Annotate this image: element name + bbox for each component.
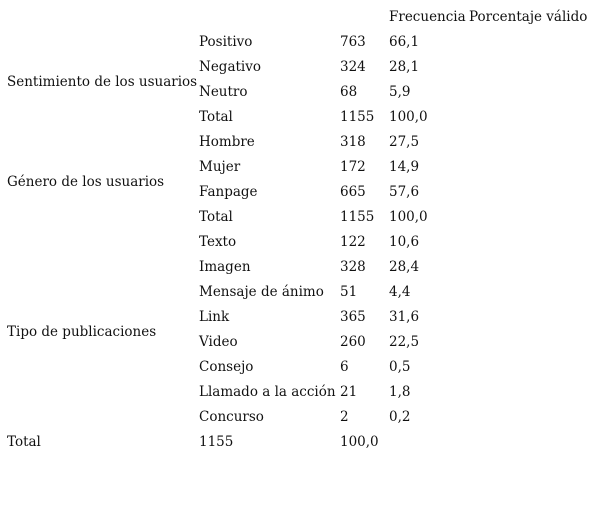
frequency-value: 260 bbox=[340, 334, 366, 350]
group-label: Género de los usuarios bbox=[7, 174, 165, 190]
percent-value: 28,4 bbox=[389, 259, 420, 275]
category-label: Positivo bbox=[199, 34, 253, 50]
category-label: Texto bbox=[199, 234, 237, 250]
frequency-value: 1155 bbox=[340, 109, 375, 125]
percent-value: 4,4 bbox=[389, 284, 411, 300]
frequency-value: 51 bbox=[340, 284, 358, 300]
category-label: Neutro bbox=[199, 84, 248, 100]
percent-value: 0,2 bbox=[389, 409, 411, 425]
category-label: Mensaje de ánimo bbox=[199, 284, 324, 300]
category-label: Video bbox=[199, 334, 238, 350]
grand-total-percent: 100,0 bbox=[340, 434, 379, 450]
category-label: Imagen bbox=[199, 259, 251, 275]
frequency-value: 318 bbox=[340, 134, 366, 150]
group-label: Tipo de publicaciones bbox=[7, 324, 157, 340]
frequency-value: 328 bbox=[340, 259, 366, 275]
percent-value: 100,0 bbox=[389, 109, 428, 125]
header-frequency: Frecuencia bbox=[389, 9, 466, 25]
category-label: Mujer bbox=[199, 159, 241, 175]
category-label: Total bbox=[199, 109, 233, 125]
grand-total-label: Total bbox=[7, 434, 41, 450]
percent-value: 0,5 bbox=[389, 359, 411, 375]
category-label: Fanpage bbox=[199, 184, 258, 200]
frequency-value: 365 bbox=[340, 309, 366, 325]
percent-value: 100,0 bbox=[389, 209, 428, 225]
frequency-value: 763 bbox=[340, 34, 366, 50]
group-label: Sentimiento de los usuarios bbox=[7, 74, 198, 90]
frequency-value: 6 bbox=[340, 359, 349, 375]
category-label: Total bbox=[199, 209, 233, 225]
percent-value: 28,1 bbox=[389, 59, 420, 75]
grand-total-frequency: 1155 bbox=[199, 434, 234, 450]
frequency-value: 1155 bbox=[340, 209, 375, 225]
percent-value: 1,8 bbox=[389, 384, 411, 400]
percent-value: 31,6 bbox=[389, 309, 420, 325]
percent-value: 57,6 bbox=[389, 184, 420, 200]
category-label: Link bbox=[199, 309, 230, 325]
category-label: Hombre bbox=[199, 134, 255, 150]
frequency-value: 2 bbox=[340, 409, 349, 425]
percent-value: 22,5 bbox=[389, 334, 420, 350]
frequency-value: 122 bbox=[340, 234, 366, 250]
category-label: Consejo bbox=[199, 359, 254, 375]
category-label: Negativo bbox=[199, 59, 261, 75]
frequency-value: 21 bbox=[340, 384, 358, 400]
frequency-value: 68 bbox=[340, 84, 358, 100]
frequency-value: 665 bbox=[340, 184, 366, 200]
frequency-value: 324 bbox=[340, 59, 366, 75]
header-valid-percent: Porcentaje válido bbox=[469, 9, 588, 25]
percent-value: 14,9 bbox=[389, 159, 420, 175]
category-label: Llamado a la acción bbox=[199, 384, 336, 400]
category-label: Concurso bbox=[199, 409, 264, 425]
percent-value: 10,6 bbox=[389, 234, 420, 250]
frequency-value: 172 bbox=[340, 159, 366, 175]
percent-value: 27,5 bbox=[389, 134, 420, 150]
percent-value: 66,1 bbox=[389, 34, 420, 50]
percent-value: 5,9 bbox=[389, 84, 411, 100]
